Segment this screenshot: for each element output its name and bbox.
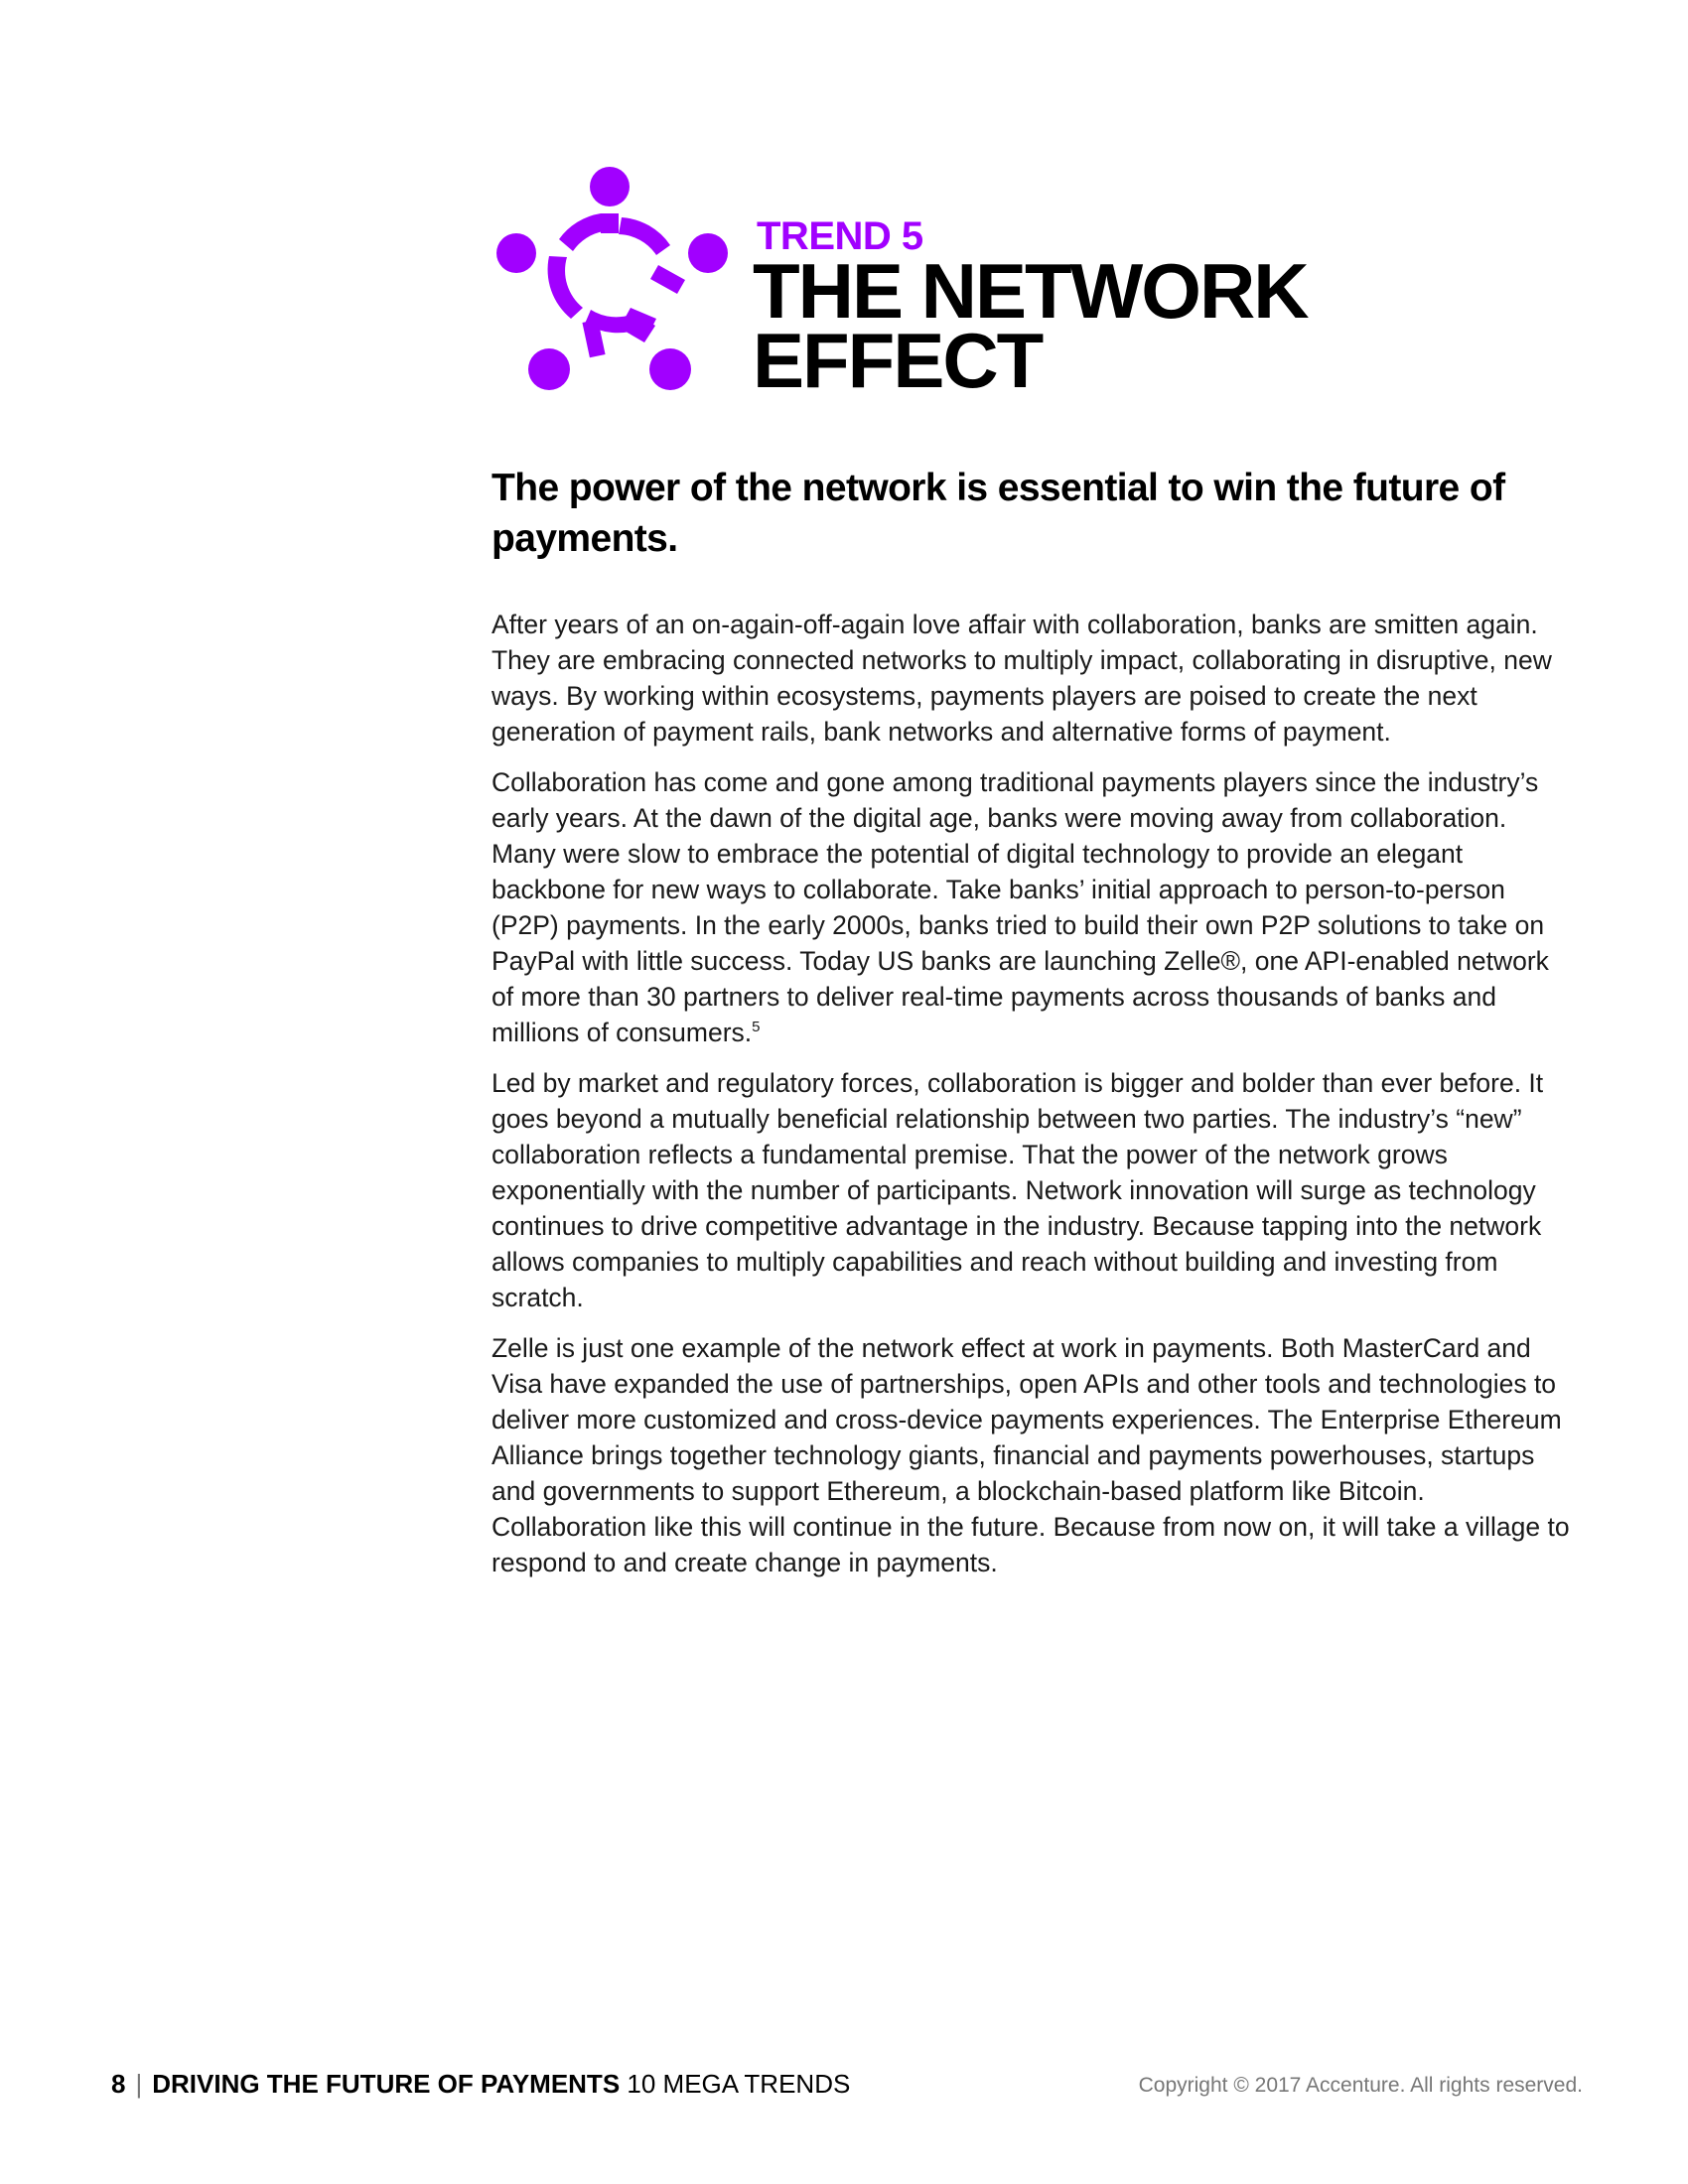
footer-doc-title: DRIVING THE FUTURE OF PAYMENTS [152,2069,621,2099]
body-paragraph: Zelle is just one example of the network effect at work in payments. Both MasterCard and Visa have expanded the use of partnerships, open APIs and other tools and technologies to deliver more customized and cross-device payments experiences. The Enterprise Ethereum Alliance brings together technology giants, financial and payments powerhouses, startups and governments to support Ethereum, a blockchain-based platform like Bitcoin. Collaboration like this will continue in the future. Because from now on, it will take a village to respond to and create change in payments. [492,1333,1570,1577]
network-effect-icon [492,162,740,406]
body-text [492,607,1574,1595]
body-paragraph: Led by market and regulatory forces, collaboration is bigger and bolder than ever before. It goes beyond a mutually beneficial relationship between two parties. The industry’s “new” collaboration reflects a fundamental premise. That the power of the network grows exponentially with the number of participants. Network innovation will surge as technology continues to drive competitive advantage in the industry. Because tapping into the network allows companies to multiply capabilities and reach without building and investing from scratch. [492,1068,1544,1312]
body-paragraph [492,764,1574,1050]
page-number: 8 [111,2069,126,2099]
lead-heading: The power of the network is essential to win the future of payments. [492,467,1505,560]
page-footer [111,2068,850,2100]
footer-separator: | [135,2069,143,2099]
trend-title [753,247,1308,404]
copyright-notice: Copyright © 2017 Accenture. All rights reserved. [1138,2074,1583,2097]
footnote-ref: 5 [752,1019,761,1036]
body-paragraph-text: Collaboration has come and gone among traditional payments players since the industry’s early years. At the dawn of the digital age, banks were moving away from collaboration. Many were slow to embrace the potential of digital technology to provide an elegant backbone for new ways to collaborate. Take banks’ initial approach to person-to-person (P2P) payments. In the early 2000s, banks tried to build their own P2P solutions to take on PayPal with little success. Today US banks are launching Zelle®, one API-enabled network of more than 30 partners to deliver real-time payments across thousands of banks and millions of consumers. [492,767,1549,1047]
footer-doc-subtitle: 10 MEGA TRENDS [627,2069,851,2099]
trend-label: TREND 5 [757,214,923,258]
body-paragraph: After years of an on-again-off-again love affair with collaboration, banks are smitten again. They are embracing connected networks to multiply impact, collaborating in disruptive, new ways. By working within ecosystems, payments players are poised to create the next generation of payment rails, bank networks and alternative forms of payment. [492,610,1552,747]
trend-title-line-2: EFFECT [753,317,1043,404]
trend-title-line-1: THE NETWORK [753,247,1308,335]
